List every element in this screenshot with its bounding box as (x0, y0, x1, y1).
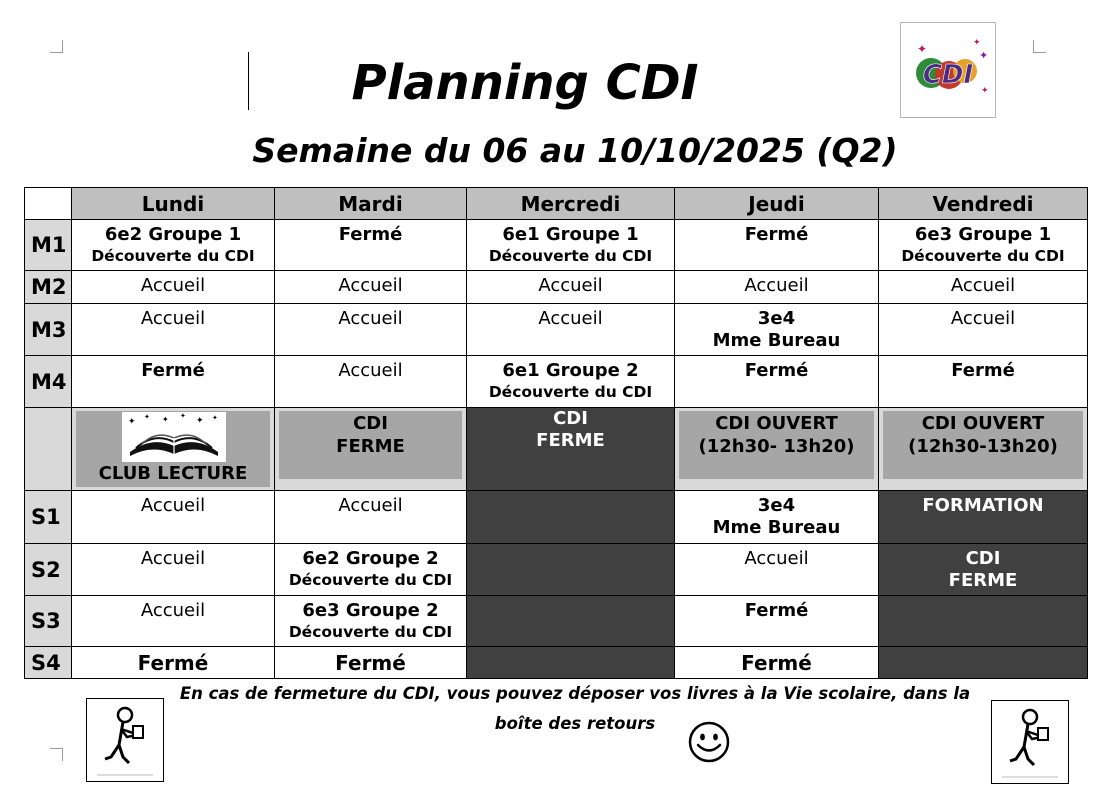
cell-m4-mercredi (467, 356, 675, 408)
row-m3 (25, 304, 1088, 356)
slot-label-m3: M3 (25, 304, 72, 356)
cell-line1: 6e3 Groupe 2 (302, 600, 439, 621)
cell-s2-lundi: Accueil (72, 544, 275, 596)
cell-s2-mercredi-closed (467, 544, 675, 596)
cell-line1: 6e1 Groupe 1 (502, 224, 639, 245)
day-header-mercredi: Mercredi (467, 188, 675, 220)
cell-line1: CDI (965, 548, 1001, 569)
footer-note-line2: boîte des retours (494, 714, 656, 733)
smiley-icon (687, 720, 731, 764)
crop-mark-top-left (50, 40, 63, 53)
cell-line1: 3e4 (757, 495, 796, 516)
logo-text: CDI (922, 60, 974, 90)
slot-label-s1: S1 (25, 491, 72, 544)
cell-s4-mercredi-closed (467, 647, 675, 679)
club-lecture-box (76, 411, 270, 487)
svg-text:✦: ✦ (162, 415, 169, 424)
cell-s2-mardi (275, 544, 467, 596)
cell-s3-mercredi-closed (467, 596, 675, 647)
cell-line1: 6e3 Groupe 1 (914, 224, 1052, 245)
cell-m1-mercredi (467, 220, 675, 271)
slot-label-s4: S4 (25, 647, 72, 679)
svg-text:✦: ✦ (212, 414, 218, 422)
cell-m2-lundi: Accueil (72, 271, 275, 304)
cell-m1-jeudi (675, 220, 879, 271)
cell-m4-mardi: Accueil (275, 356, 467, 408)
slot-label-m2: M2 (25, 271, 72, 304)
cell-s1-mercredi-closed (467, 491, 675, 544)
page-title: Planning CDI (351, 55, 699, 111)
cell-s2-vendredi (879, 544, 1088, 596)
cell-line2: FERME (536, 430, 605, 451)
day-header-lundi: Lundi (72, 188, 275, 220)
row-s3 (25, 596, 1088, 647)
row-m1 (25, 220, 1088, 271)
cell-line2: Découverte du CDI (288, 623, 453, 641)
cell-m4-vendredi (879, 356, 1088, 408)
row-s4 (25, 647, 1088, 679)
cell-s3-mardi (275, 596, 467, 647)
crop-mark-top-right (1033, 40, 1046, 53)
slot-label-s2: S2 (25, 544, 72, 596)
cell-s3-vendredi-closed (879, 596, 1088, 647)
schedule-table (24, 187, 1088, 679)
svg-text:✦: ✦ (981, 86, 989, 96)
svg-text:✦: ✦ (196, 416, 204, 426)
cell-line2: Découverte du CDI (488, 247, 653, 265)
svg-text:✦: ✦ (979, 49, 989, 62)
open-book-icon (122, 412, 226, 462)
cell-m2-jeudi: Accueil (675, 271, 879, 304)
svg-text:✦: ✦ (128, 417, 136, 427)
cell-line1: 6e2 Groupe 2 (302, 548, 439, 569)
cell-s4-lundi: Fermé (72, 647, 275, 679)
cell-line2: (12h30-13h20) (908, 436, 1058, 457)
cell-m1-vendredi (879, 220, 1088, 271)
svg-text:✦: ✦ (144, 413, 150, 421)
days-header-row (25, 188, 1088, 220)
cell-line1: Fermé (744, 600, 809, 621)
header-corner-cell (25, 188, 72, 220)
cell-s3-lundi: Accueil (72, 596, 275, 647)
cell-lunch-jeudi (675, 408, 879, 491)
reading-stick-figure-icon (86, 698, 164, 782)
cell-lunch-mardi (275, 408, 467, 491)
cell-line2: Mme Bureau (712, 517, 841, 538)
text-cursor-line (248, 52, 249, 110)
cell-line2: Découverte du CDI (91, 247, 255, 265)
cell-m2-vendredi: Accueil (879, 271, 1088, 304)
cell-m2-mardi: Accueil (275, 271, 467, 304)
slot-label-m1: M1 (25, 220, 72, 271)
cell-s1-lundi: Accueil (72, 491, 275, 544)
day-header-mardi: Mardi (275, 188, 467, 220)
cell-line1: CDI OUVERT (715, 413, 838, 434)
cell-lunch-vendredi (879, 408, 1088, 491)
slot-label-m4: M4 (25, 356, 72, 408)
svg-text:✦: ✦ (180, 412, 186, 420)
row-m2 (25, 271, 1088, 304)
cell-line2: Découverte du CDI (288, 571, 453, 589)
cell-s1-vendredi: FORMATION (879, 491, 1088, 544)
cell-lunch-mercredi (467, 408, 675, 491)
cell-line2: FERME (336, 436, 405, 457)
lunch-box-mardi (279, 411, 462, 479)
cell-m4-lundi (72, 356, 275, 408)
day-header-jeudi: Jeudi (675, 188, 879, 220)
cdi-logo-icon (900, 22, 996, 118)
cell-line2: Découverte du CDI (488, 383, 653, 401)
cell-s4-vendredi-closed (879, 647, 1088, 679)
cell-s3-jeudi (675, 596, 879, 647)
week-subtitle: Semaine du 06 au 10/10/2025 (Q2) (252, 131, 898, 170)
cell-line1: Fermé (951, 360, 1015, 381)
cell-line1: 6e2 Groupe 1 (104, 224, 242, 245)
cell-line1: Fermé (141, 360, 205, 381)
club-lecture-label: CLUB LECTURE (98, 463, 248, 484)
cell-m4-jeudi (675, 356, 879, 408)
lunch-box-vendredi (883, 411, 1083, 479)
cell-line1: CDI OUVERT (921, 413, 1045, 434)
row-s1 (25, 491, 1088, 544)
slot-label-s3: S3 (25, 596, 72, 647)
cell-lunch-lundi (72, 408, 275, 491)
cell-s2-jeudi: Accueil (675, 544, 879, 596)
cell-line1: Fermé (744, 360, 809, 381)
svg-text:✦: ✦ (973, 38, 981, 48)
cell-m1-mardi (275, 220, 467, 271)
crop-mark-bottom-left (50, 748, 63, 761)
cell-line1: CDI (353, 413, 388, 434)
cell-s4-mardi: Fermé (275, 647, 467, 679)
cell-line1: 6e1 Groupe 2 (502, 360, 639, 381)
cell-m1-lundi (72, 220, 275, 271)
day-header-vendredi: Vendredi (879, 188, 1088, 220)
cell-m3-mercredi: Accueil (467, 304, 675, 356)
cell-s4-jeudi: Fermé (675, 647, 879, 679)
cell-line2: FERME (948, 570, 1018, 591)
cell-line1: Fermé (744, 224, 809, 245)
cell-m3-lundi: Accueil (72, 304, 275, 356)
cell-s1-jeudi (675, 491, 879, 544)
cell-m3-mardi: Accueil (275, 304, 467, 356)
cell-line1: Fermé (338, 224, 403, 245)
row-lunch (25, 408, 1088, 491)
lunch-box-jeudi (679, 411, 874, 479)
cell-line2: Découverte du CDI (901, 247, 1065, 265)
cell-m3-jeudi (675, 304, 879, 356)
cell-s1-mardi: Accueil (275, 491, 467, 544)
cell-m2-mercredi: Accueil (467, 271, 675, 304)
lunch-slot-cell (25, 408, 72, 491)
cell-m3-vendredi: Accueil (879, 304, 1088, 356)
footer-note-line1: En cas de fermeture du CDI, vous pouvez déposer vos livres à la Vie scolaire, dans la (179, 684, 971, 703)
svg-text:✦: ✦ (917, 42, 928, 56)
row-m4 (25, 356, 1088, 408)
row-s2 (25, 544, 1088, 596)
cell-line1: 3e4 (757, 308, 796, 329)
reading-stick-figure-icon (991, 700, 1069, 784)
cell-line2: Mme Bureau (712, 330, 841, 351)
cell-line2: (12h30- 13h20) (698, 436, 855, 457)
cell-line1: CDI (553, 408, 588, 429)
